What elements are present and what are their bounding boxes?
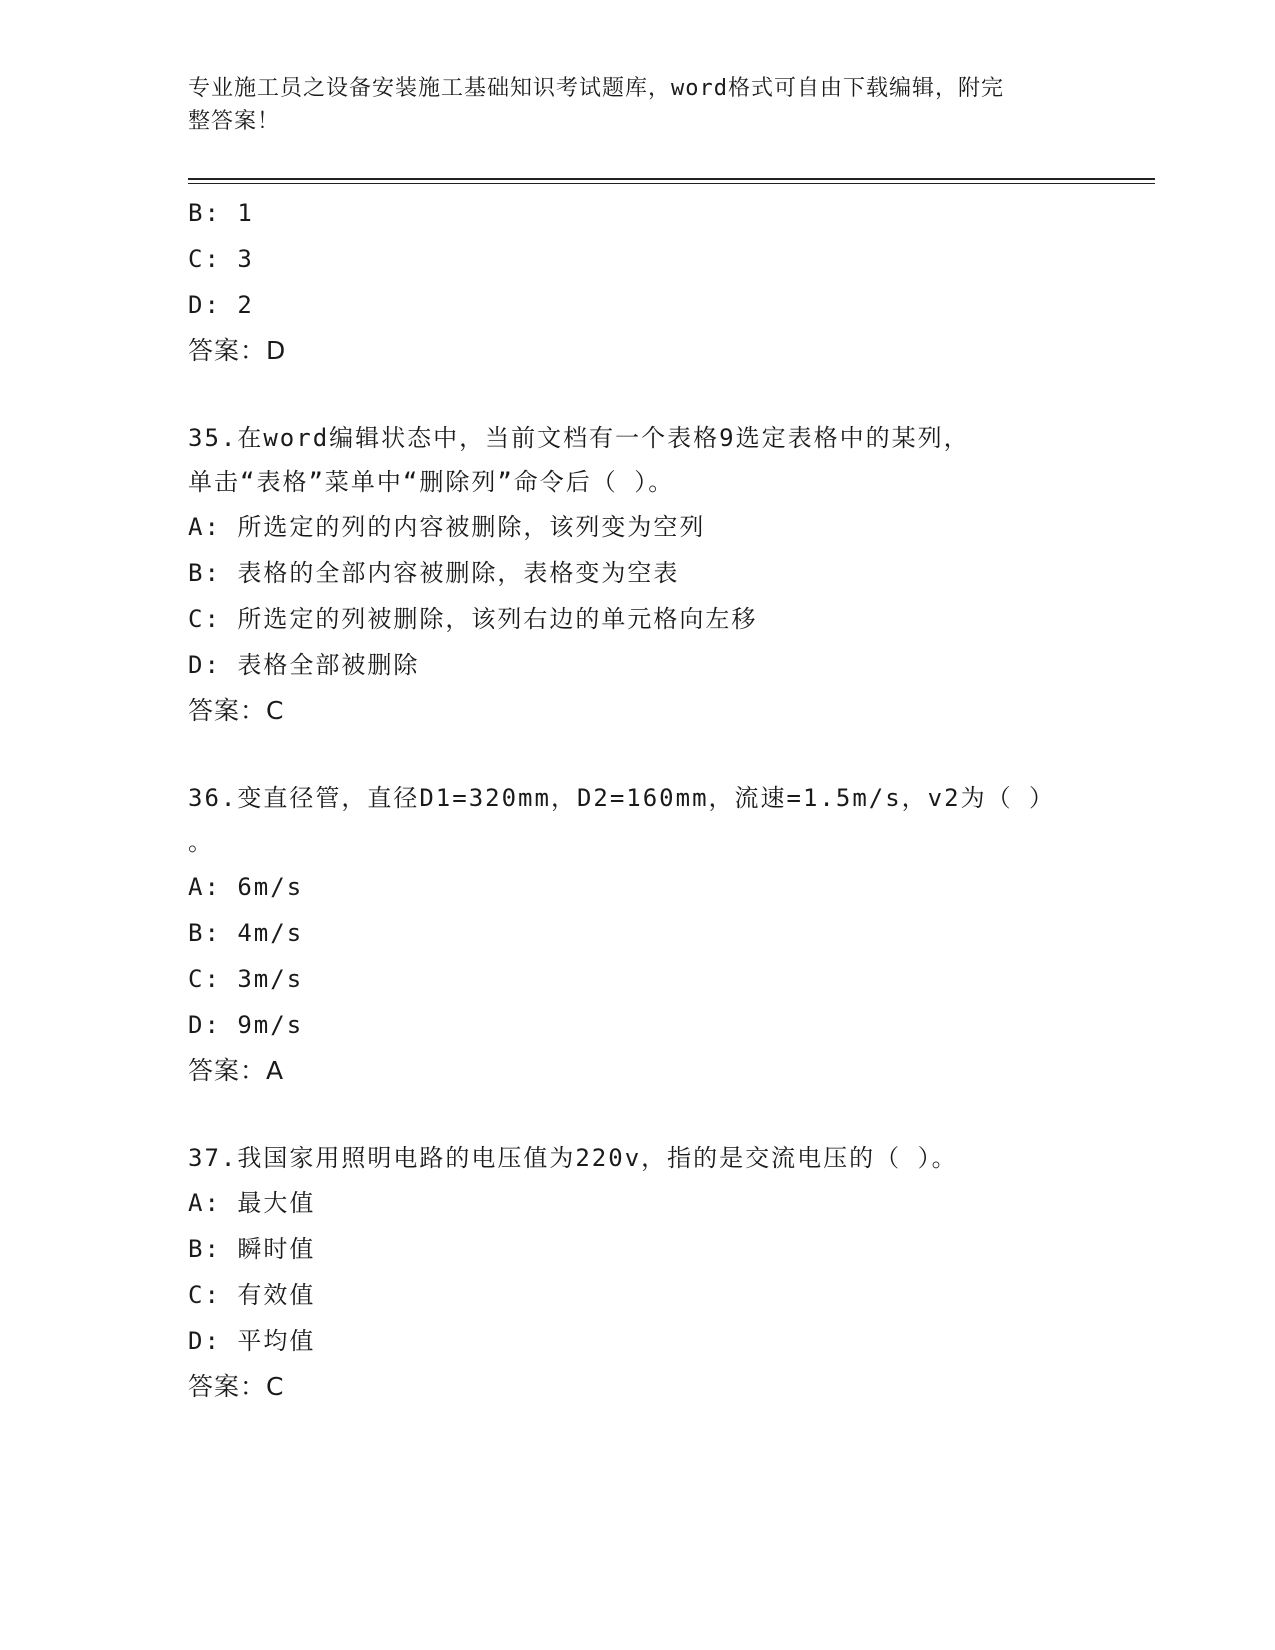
question-stem-line-1: 35.在word编辑状态中，当前文档有一个表格9选定表格中的某列， [188,424,970,452]
option-d: D: 表格全部被删除 [188,651,420,679]
option-c: C: 所选定的列被删除，该列右边的单元格向左移 [188,605,758,633]
option-a: A: 所选定的列的内容被删除，该列变为空列 [188,513,706,541]
question-stem-line-2: 。 [188,828,214,856]
header-divider-thick [188,178,1155,180]
option-b: B: 表格的全部内容被删除，表格变为空表 [188,559,680,587]
question-stem-line-1: 36.变直径管，直径D1=320mm，D2=160mm，流速=1.5m/s，v2为（ ） [188,784,1056,812]
header-line-2: 整答案！ [188,109,281,134]
option-b: B: 瞬时值 [188,1235,316,1263]
option-d: D: 平均值 [188,1327,316,1355]
option-d: D: 2 [188,291,254,319]
option-c: C: 3m/s [188,965,304,993]
question-stem-line-1: 37.我国家用照明电路的电压值为220v，指的是交流电压的（ ）。 [188,1144,958,1172]
question-stem [188,776,1068,864]
question-stem [188,416,1068,504]
question-34 [188,190,1088,374]
option-b: B: 4m/s [188,919,304,947]
option-c: C: 3 [188,245,254,273]
option-d: D: 9m/s [188,1011,304,1039]
answer-line: 答案：C [188,696,285,725]
answer-line: 答案：C [188,1372,285,1401]
option-b: B: 1 [188,199,254,227]
option-a: A: 最大值 [188,1189,316,1217]
spacer [188,734,1088,776]
spacer [188,1094,1088,1136]
question-35 [188,416,1088,734]
question-stem-line-2: 单击“表格”菜单中“删除列”命令后（ ）。 [188,468,675,496]
question-36 [188,776,1088,1094]
document-header [188,72,1068,138]
option-a: A: 6m/s [188,873,304,901]
question-37 [188,1136,1088,1410]
answer-line: 答案：D [188,336,287,365]
spacer [188,374,1088,416]
option-c: C: 有效值 [188,1281,316,1309]
header-line-1: 专业施工员之设备安装施工基础知识考试题库，word格式可自由下载编辑，附完 [188,76,1004,101]
question-stem [188,1136,1068,1180]
header-divider-thin [188,183,1155,184]
question-list [188,190,1088,1410]
answer-line: 答案：A [188,1056,285,1085]
